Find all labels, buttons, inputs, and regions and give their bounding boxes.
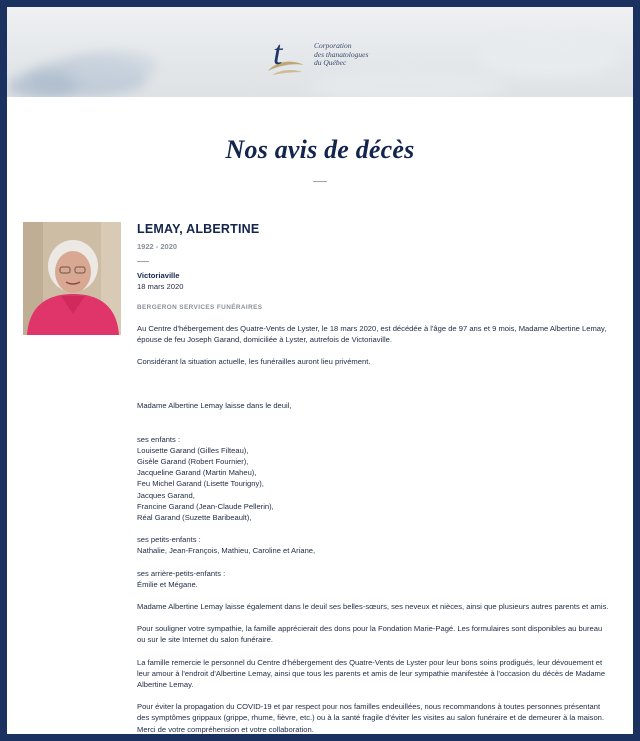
obituary-paragraph: Pour souligner votre sympathie, la famille apprécierait des dons pour la Fondation Marie-Pagé. Les formulaires sont disponibles au bureau ou sur le site Internet du salon funéraire.: [137, 624, 603, 645]
obituary-paragraph: Au Centre d'hébergement des Quatre-Vents de Lyster, le 18 mars 2020, est décédée à l'âge de 97 ans et 9 mois, Madame Albertine Lemay, épouse de feu Joseph Garand, domiciliée à Lyster, autrefois de Victoriaville.: [137, 323, 607, 345]
obituary-paragraph: Madame Albertine Lemay laisse également dans le deuil ses belles-sœurs, ses neveux et nièces, ainsi que plusieurs autres parents et amis.: [137, 602, 609, 612]
obituary-paragraph: Madame Albertine Lemay laisse dans le deuil,: [137, 401, 292, 411]
name-divider: [137, 261, 149, 262]
portrait-image: [23, 222, 121, 335]
corporation-logo-icon: [262, 31, 308, 79]
obituary-paragraph: Pour éviter la propagation du COVID-19 et par respect pour nos familles endeuillées, nous recommandons à toutes personnes présentant des symptômes grippaux (grippe, rhume, fièvre, etc.) ou à la santé fragile d'éviter les visites au salon funéraire et de demeurer à la maison. Merci de votre compréhension et votre collaboration.: [137, 702, 605, 734]
page-frame: [7, 7, 633, 734]
banner-cloud: [7, 73, 77, 97]
life-years: 1922 - 2020: [137, 242, 178, 251]
site-banner: [7, 7, 633, 97]
banner-cloud: [67, 51, 157, 81]
site-logo-link[interactable]: [262, 31, 368, 79]
obituary-paragraph: ses petits-enfants : Nathalie, Jean-François, Mathieu, Caroline et Ariane,: [137, 535, 316, 556]
deceased-name: LEMAY, ALBERTINE: [137, 222, 260, 236]
obituary-paragraph: Considérant la situation actuelle, les funérailles auront lieu privément.: [137, 357, 371, 367]
location: Victoriaville: [137, 271, 180, 281]
portrait-photo: [23, 222, 121, 335]
funeral-home-link[interactable]: BERGERON SERVICES FUNÉRAIRES: [137, 303, 263, 311]
banner-cloud: [477, 37, 617, 77]
obituary-paragraph: La famille remercie le personnel du Centre d'hébergement des Quatre-Vents de Lyster pour leur bons soins prodigués, leur dévouement et leur amour à l'endroit d'Albertine Lemay, ainsi que tous les parents et amis de leur sympathie manifestée à l'occasion du décès de Madame Albertine Lemay.: [137, 657, 606, 690]
page-title: Nos avis de décès: [225, 135, 415, 164]
obituary-content: [137, 222, 627, 734]
svg-text:t: t: [273, 35, 283, 72]
obituary-paragraph: ses enfants : Louisette Garand (Gilles Filteau), Gisèle Garand (Robert Fournier), Jacqueline Garand (Martin Maheu), Feu Michel Garand (Lisette Tourigny), Jacques Garand, Francine Garand (Jean-Claude Pellerin), Réal Garand (Suzette Baribeault),: [137, 434, 274, 523]
title-divider: [313, 181, 327, 182]
obituary-paragraph: ses arrière-petits-enfants : Émilie et Mégane.: [137, 568, 226, 589]
obituary-body: [137, 323, 627, 734]
death-date: 18 mars 2020: [137, 282, 184, 292]
logo-text: Corporation des thanatologues du Québec: [314, 41, 369, 68]
